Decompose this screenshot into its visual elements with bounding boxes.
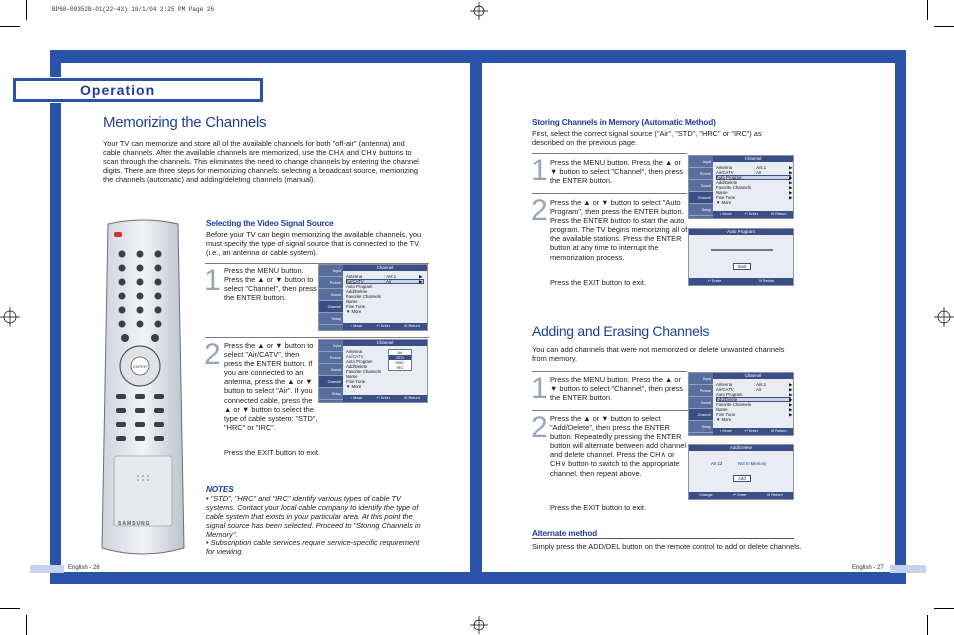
progress-track bbox=[711, 249, 773, 251]
step-number: 2 bbox=[531, 411, 548, 444]
menu-item: Fine Tune bbox=[346, 379, 366, 384]
tv-menu-screen bbox=[688, 155, 794, 219]
menu-side-tabs bbox=[689, 156, 713, 218]
step-exit-text: Press the EXIT button to exit. bbox=[550, 278, 646, 287]
page-number-right: English - 27 bbox=[852, 565, 884, 571]
step-exit-text: Press the EXIT button to exit. bbox=[224, 448, 320, 457]
banner-title: Operation bbox=[80, 82, 156, 98]
crop-mark bbox=[26, 0, 27, 20]
step-text: Press the MENU button. Press the ▲ or ▼ button to select "Channel", then press the ENTER button. bbox=[550, 375, 683, 403]
section-heading: Memorizing the Channels bbox=[103, 114, 267, 131]
print-header: BP68-00352B-01(22~43) 10/1/04 2:25 PM Page 26 bbox=[52, 6, 215, 13]
footer-tab bbox=[890, 565, 926, 573]
crop-mark bbox=[0, 26, 20, 27]
menu-item: Fine Tune ▶ bbox=[716, 195, 793, 200]
menu-item: Air/CATV : Air ▶ bbox=[346, 279, 423, 284]
store-heading: Storing Channels in Memory (Automatic Method) bbox=[532, 117, 716, 127]
notes-title: NOTES bbox=[206, 484, 234, 494]
tab-picture: Picture bbox=[319, 277, 343, 289]
menu-item: Favorite Channels ▶ bbox=[716, 185, 793, 190]
registration-mark bbox=[470, 2, 488, 20]
tab-channel: Channel bbox=[319, 376, 343, 388]
tv-add-delete-screen bbox=[688, 444, 794, 500]
menu-item: ▼ More bbox=[346, 309, 362, 314]
tv-auto-program-screen bbox=[688, 228, 794, 286]
menu-title: Channel bbox=[713, 373, 793, 379]
menu-item: Antenna : Ant.1 ▶ bbox=[716, 382, 793, 387]
sub-intro-text: Before your TV can begin memorizing the available channels, you must specify the type of signal source that is connected to the TV (i.e., an antenna or cable system). bbox=[206, 230, 422, 258]
menu-item: Auto Program bbox=[346, 359, 373, 364]
step-text: Press the MENU button. Press the ▲ or ▼ button to select "Channel", then press the ENTER button. bbox=[224, 266, 317, 303]
crop-mark bbox=[26, 615, 27, 635]
tab-sound: Sound bbox=[319, 289, 343, 301]
option-irc: IRC bbox=[396, 365, 404, 370]
note-item: • Subscription cable services require service-specific requirement for viewing. bbox=[206, 538, 420, 557]
intro-text: Your TV can memorize and store all of the available channels for both "off-air" (antenna) and cable channels. After the available channels are memorized, use the CH∧ and CH∨ buttons to scan through the channels. This eliminates the need to change channels by entering the channel digits. There are three steps for memorizing channels: selecting a broadcast source, memorizing the channels (automatic) and adding/deleting channels (manual). bbox=[103, 139, 419, 185]
alt-rule bbox=[532, 538, 794, 539]
footer-tab bbox=[30, 565, 64, 573]
menu-item: Add/Delete ▶ bbox=[716, 397, 793, 402]
step-exit-text: Press the EXIT button to exit. bbox=[550, 503, 646, 512]
menu-item: Add/Delete ▶ bbox=[716, 180, 793, 185]
menu-item: Antenna : Ant.1 ▶ bbox=[716, 165, 793, 170]
tab-picture: Picture bbox=[689, 168, 713, 180]
menu-item: Antenna bbox=[346, 349, 363, 354]
menu-item: Auto Program bbox=[346, 284, 373, 289]
menu-item: Antenna : Ant.1 ▶ bbox=[346, 274, 423, 279]
add-heading: Adding and Erasing Channels bbox=[532, 323, 710, 339]
menu-side-tabs bbox=[319, 340, 343, 402]
option-hrc: HRC bbox=[395, 360, 405, 365]
tab-setup: Setup bbox=[689, 421, 713, 433]
step-number: 1 bbox=[204, 264, 221, 297]
add-delete-title: Add/Delete bbox=[689, 445, 793, 451]
step-number: 1 bbox=[531, 154, 548, 187]
alt-text: Simply press the ADD/DEL button on the remote control to add or delete channels. bbox=[532, 542, 802, 551]
menu-item: Air/CATV : Air ▶ bbox=[716, 387, 793, 392]
crop-mark bbox=[927, 615, 928, 635]
tab-input: Input bbox=[689, 156, 713, 168]
menu-item: Fine Tune bbox=[346, 304, 366, 309]
tab-sound: Sound bbox=[689, 397, 713, 409]
menu-item: Favorite Channels bbox=[346, 294, 381, 299]
store-intro-text: First, select the correct signal source ("Air", "STD", "HRC" or "IRC") as described on the previous page. bbox=[532, 129, 762, 148]
step-text: Press the MENU button. Press the ▲ or ▼ button to select "Channel", then press the ENTER button. bbox=[550, 158, 683, 186]
step-divider bbox=[532, 153, 687, 154]
step-number: 2 bbox=[531, 194, 548, 227]
tab-channel: Channel bbox=[319, 301, 343, 313]
registration-mark bbox=[934, 307, 954, 327]
step-text: Press the ▲ or ▼ button to select "Air/CATV", then press the ENTER button. If you are connected to an antenna, press the ▲ or ▼ button to select "Air". If you connected cable, press the ▲ or ▼ button to select the type of cable system: "STD", "HRC" or "IRC". bbox=[224, 341, 318, 432]
crop-mark bbox=[934, 26, 954, 27]
step-text: Press the ▲ or ▼ button to select "Auto Program", then press the ENTER button. Press the ENTER button to start the auto program. The TV begins memorizing all of the available stations. Press the ENTER button at any time to interrupt the memorization process. bbox=[550, 198, 688, 262]
menu-item: ▼ More bbox=[716, 200, 732, 205]
registration-mark bbox=[470, 616, 488, 634]
menu-item: Name ▶ bbox=[716, 407, 793, 412]
auto-program-title: Auto Program bbox=[689, 229, 793, 235]
menu-item: Fine Tune ▶ bbox=[716, 412, 793, 417]
menu-item: Auto Program ▶ bbox=[716, 175, 793, 180]
auto-program-footer: ↵ Enter III Return bbox=[689, 278, 793, 285]
svg-text:ENTER: ENTER bbox=[133, 364, 147, 369]
menu-footer: ↕ Move ↵ Enter III Return bbox=[713, 211, 793, 218]
add-delete-footer: Change ↵ Enter III Return bbox=[689, 492, 793, 499]
step-divider bbox=[532, 371, 687, 372]
menu-side-tabs bbox=[319, 265, 343, 330]
tab-setup: Setup bbox=[319, 388, 343, 400]
tv-menu-screen bbox=[318, 339, 428, 403]
tab-channel: Channel bbox=[689, 192, 713, 204]
menu-item: Name bbox=[346, 374, 358, 379]
tab-picture: Picture bbox=[319, 352, 343, 364]
menu-item: Name ▶ bbox=[716, 190, 793, 195]
alt-heading: Alternate method bbox=[532, 528, 598, 538]
add-button: Add bbox=[733, 475, 751, 482]
sub-heading: Selecting the Video Signal Source bbox=[206, 218, 334, 228]
menu-item: Favorite Channels bbox=[346, 369, 381, 374]
step-divider bbox=[532, 193, 687, 194]
tab-channel: Channel bbox=[689, 409, 713, 421]
crop-mark bbox=[927, 0, 928, 20]
menu-item: Add/Delete bbox=[346, 289, 368, 294]
crop-mark bbox=[0, 608, 20, 609]
menu-item: ▼ More bbox=[346, 384, 362, 389]
step-number: 2 bbox=[204, 338, 221, 371]
step-text: Press the ▲ or ▼ button to select "Add/Delete", then press the ENTER button. Repeatedly pressing the ENTER button will alternate between add channel and delete channel. Press the CH∧ or CH∨ button to switch to the appropriate channel, then repeat above. bbox=[550, 414, 687, 478]
menu-footer: ↕ Move ↵ Enter III Return bbox=[343, 395, 427, 402]
note-item: • "STD", "HRC" and "IRC" identify various types of cable TV systems. Contact your local cable company to identify the type of cable system that exists in your particular area. At this point the signal source has been selected. Proceed to "Storing Channels in Memory". bbox=[206, 494, 421, 540]
menu-item: Add/Delete bbox=[346, 364, 368, 369]
step-divider bbox=[205, 337, 429, 338]
menu-side-tabs bbox=[689, 373, 713, 435]
menu-item: Air/CATV bbox=[346, 354, 364, 359]
menu-item: ▼ More bbox=[716, 417, 732, 422]
start-button: Start bbox=[733, 263, 751, 270]
crop-mark bbox=[934, 608, 954, 609]
tab-picture: Picture bbox=[689, 385, 713, 397]
tab-input: Input bbox=[319, 340, 343, 352]
add-intro-text: You can add channels that were not memorized or delete unwanted channels from memory. bbox=[532, 345, 785, 364]
menu-footer: ↕ Move ↵ Enter III Return bbox=[343, 323, 427, 330]
menu-item: Name bbox=[346, 299, 358, 304]
menu-title: Channel bbox=[713, 156, 793, 162]
menu-item: Air/CATV : Air ▶ bbox=[716, 170, 793, 175]
tab-setup: Setup bbox=[689, 204, 713, 216]
menu-title: Channel bbox=[343, 340, 427, 346]
tv-menu-screen bbox=[688, 372, 794, 436]
memory-status: Not In Memory bbox=[738, 461, 767, 466]
menu-title: Channel bbox=[343, 265, 427, 271]
option-list bbox=[388, 349, 412, 371]
tab-sound: Sound bbox=[689, 180, 713, 192]
option-std: STD bbox=[389, 355, 411, 360]
menu-item: Favorite Channels ▶ bbox=[716, 402, 793, 407]
tab-input: Input bbox=[319, 265, 343, 277]
menu-item: Auto Program ▶ bbox=[716, 392, 793, 397]
registration-mark bbox=[0, 307, 20, 327]
remote-control-illustration bbox=[100, 218, 186, 560]
step-number: 1 bbox=[531, 372, 548, 405]
tab-sound: Sound bbox=[319, 364, 343, 376]
channel-number: Air 12 bbox=[711, 461, 723, 466]
remote-brand-label: SAMSUNG bbox=[118, 521, 151, 527]
option-air: Air bbox=[397, 350, 403, 355]
menu-footer: ↕ Move ↵ Enter III Return bbox=[713, 428, 793, 435]
tab-input: Input bbox=[689, 373, 713, 385]
tab-setup: Setup bbox=[319, 313, 343, 325]
tv-menu-screen bbox=[318, 264, 428, 331]
page-number-left: English - 26 bbox=[68, 565, 100, 571]
